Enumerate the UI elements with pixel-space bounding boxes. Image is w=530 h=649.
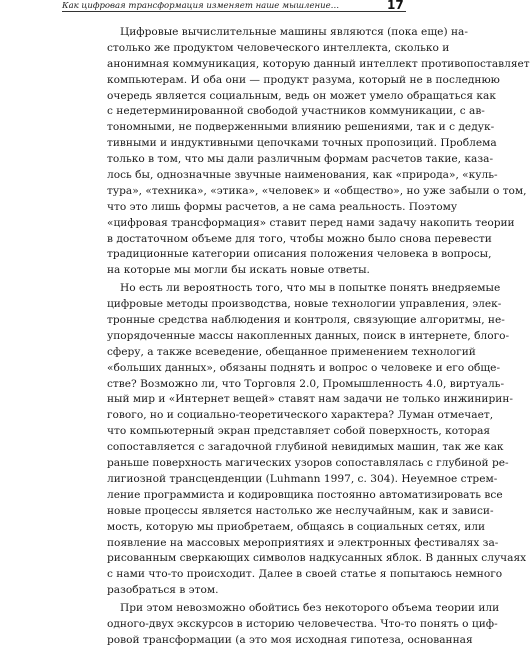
text-line: тронные средства наблюдения и контроля, связующие алгоритмы, не- [107,314,505,327]
text-line: анонимная коммуникация, которую данный интеллект противопоставляет [107,57,530,70]
text-line: тура», «техника», «этика», «человек» и «общество», но уже забыли о том, [107,184,527,197]
text-line: «больших данных», обязаны поднять и вопрос о человеке и его обще- [107,361,501,374]
text-line: гового, но и социально-теоретического характера? Луман отмечает, [107,409,494,422]
header-rule [62,11,406,12]
text-line: ровой трансформации (а это моя исходная гипотеза, основанная [107,633,473,646]
text-line: одного-двух экскурсов в историю человечества. Что-то понять о циф- [107,617,498,630]
text-line: раньше поверхность магических узоров сопоставлялась с глубиной ре- [107,457,509,470]
paragraph [107,601,500,649]
text-line: При этом невозможно обойтись без некоторого объема теории или [120,602,500,615]
text-line: что компьютерный экран представляет собой поверхность, которая [107,425,491,438]
text-line: ный мир и «Интернет вещей» ставят нам задачи не только инжинирин- [107,393,513,406]
text-line: Но есть ли вероятность того, что мы в попытке понять внедряемые [120,282,501,295]
text-line: тономными, не подверженными влиянию решениями, так и с дедук- [107,121,495,134]
body-text [107,25,530,649]
text-line: новые процессы является настолько же неслучайным, как и зависи- [107,504,494,517]
text-line: ление программиста и кодировщика постоянно автоматизировать все [107,488,503,501]
text-line: упорядоченные массы накопленных данных, поиск в интернете, блого- [107,329,510,342]
text-line: рисованным сверкающих символов надкусанных яблок. В данных случаях [107,552,527,565]
text-line: разобраться в этом. [107,584,219,597]
text-line: только в том, что мы дали различным формам расчетов такие, каза- [107,153,494,166]
text-line: с недетерминированной свободой участников коммуникации, с ав- [107,105,485,118]
text-line: появление на массовых мероприятиях и электронных фестивалях за- [107,536,499,549]
text-line: цифровые методы производства, новые технологии управления, элек- [107,298,502,311]
text-line: тивными и индуктивными цепочками точных пропозиций. Проблема [107,137,497,150]
text-line: сопоставляется с загадочной глубиной невидимых машин, так же как [107,441,504,454]
running-header [0,0,500,16]
text-line: мость, которую мы приобретаем, общаясь в социальных сетях, или [107,520,486,533]
text-line: компьютерам. И оба они — продукт разума, который не в последнюю [107,73,500,86]
text-line: традиционные категории описания положения человека в вопросы, [107,248,492,261]
text-line: лигиозной трансценденции (Luhmann 1997, с. 304). Неуемное стрем- [107,472,498,485]
page-number: 17 [387,0,404,12]
text-line: в достаточном объеме для того, чтобы можно было снова перевести [107,232,492,245]
text-line: на которые мы могли бы искать новые ответы. [107,264,370,277]
paragraph [107,25,530,279]
running-title: Как цифровая трансформация изменяет наше мышление… [62,1,340,11]
paragraph [107,281,527,599]
text-line: очередь является социальным, ведь он может умело обращаться как [107,89,496,102]
text-line: стве? Возможно ли, что Торговля 2.0, Промышленность 4.0, виртуаль- [107,377,505,390]
text-line: с нами что-то происходит. Далее в своей статье я попытаюсь немного [107,568,503,581]
text-line: что это лишь формы расчетов, а не сама реальность. Поэтому [107,200,458,213]
text-line: лось бы, однозначные звучные наименования, как «природа», «куль- [107,169,498,182]
text-line: Цифровые вычислительные машины являются (пока еще) на- [120,26,468,38]
text-line: столько же продуктом человеческого интеллекта, сколько и [107,41,450,54]
text-line: «цифровая трансформация» ставит перед нами задачу накопить теории [107,216,515,229]
text-line: сферу, а также всеведение, обещанное применением технологий [107,345,476,358]
